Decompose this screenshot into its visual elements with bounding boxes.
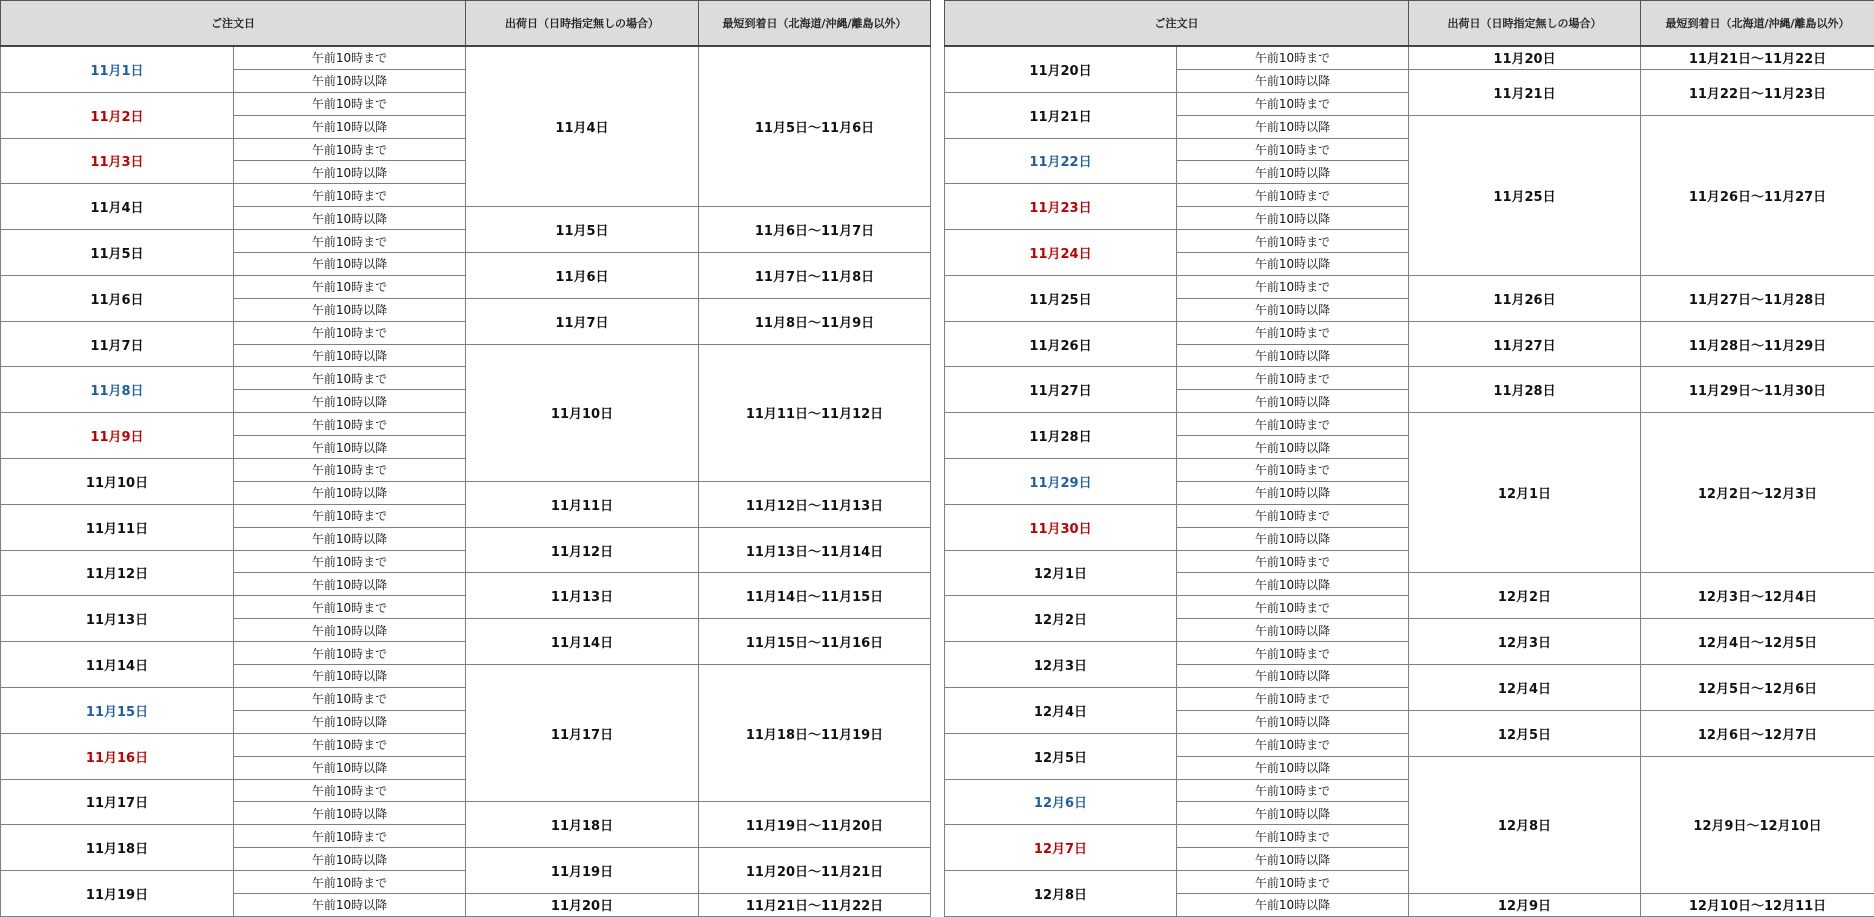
slot-after-10am: 午前10時以降: [234, 893, 466, 916]
shipping-schedule-table-right: [944, 0, 1874, 917]
ship-date-cell: 12月1日: [1409, 413, 1641, 573]
slot-after-10am: 午前10時以降: [234, 390, 466, 413]
slot-after-10am: 午前10時以降: [234, 115, 466, 138]
order-date-cell: 11月2日: [1, 92, 234, 138]
slot-before-10am: 午前10時まで: [234, 642, 466, 665]
table-row: [945, 46, 1874, 69]
arrival-date-cell: 11月13日〜11月14日: [699, 527, 931, 573]
order-date-cell: 11月7日: [1, 321, 234, 367]
order-date-cell: 11月15日: [1, 687, 234, 733]
slot-before-10am: 午前10時まで: [234, 230, 466, 253]
order-date-cell: 11月19日: [1, 871, 234, 917]
order-date-cell: 11月18日: [1, 825, 234, 871]
order-date-cell: 11月21日: [945, 92, 1177, 138]
order-date-cell: 12月8日: [945, 871, 1177, 917]
slot-before-10am: 午前10時まで: [1177, 275, 1409, 298]
header-row: [1, 1, 931, 47]
slot-before-10am: 午前10時まで: [234, 825, 466, 848]
slot-after-10am: 午前10時以降: [1177, 848, 1409, 871]
ship-date-cell: 11月20日: [1409, 46, 1641, 69]
order-date-cell: 11月9日: [1, 413, 234, 459]
slot-after-10am: 午前10時以降: [234, 573, 466, 596]
order-date-cell: 11月26日: [945, 321, 1177, 367]
arrival-date-cell: 12月4日〜12月5日: [1641, 619, 1874, 665]
header-arrival-date: 最短到着日（北海道/沖縄/離島以外）: [699, 1, 931, 47]
arrival-date-cell: 11月28日〜11月29日: [1641, 321, 1874, 367]
slot-after-10am: 午前10時以降: [1177, 710, 1409, 733]
slot-after-10am: 午前10時以降: [1177, 344, 1409, 367]
ship-date-cell: 12月8日: [1409, 756, 1641, 893]
order-date-cell: 11月13日: [1, 596, 234, 642]
slot-before-10am: 午前10時まで: [1177, 871, 1409, 894]
table-row: [945, 275, 1874, 298]
header-row: [945, 1, 1874, 47]
arrival-date-cell: 12月10日〜12月11日: [1641, 893, 1874, 916]
order-date-cell: 11月24日: [945, 230, 1177, 276]
ship-date-cell: 12月2日: [1409, 573, 1641, 619]
slot-after-10am: 午前10時以降: [234, 69, 466, 92]
ship-date-cell: 11月12日: [466, 527, 699, 573]
ship-date-cell: 12月9日: [1409, 893, 1641, 916]
slot-after-10am: 午前10時以降: [234, 207, 466, 230]
slot-before-10am: 午前10時まで: [1177, 687, 1409, 710]
ship-date-cell: 11月14日: [466, 619, 699, 665]
ship-date-cell: 11月18日: [466, 802, 699, 848]
table-row: [945, 321, 1874, 344]
ship-date-cell: 11月27日: [1409, 321, 1641, 367]
slot-after-10am: 午前10時以降: [1177, 756, 1409, 779]
slot-before-10am: 午前10時まで: [1177, 367, 1409, 390]
order-date-cell: 11月14日: [1, 642, 234, 688]
slot-before-10am: 午前10時まで: [234, 138, 466, 161]
table-row: [945, 367, 1874, 390]
order-date-cell: 11月5日: [1, 230, 234, 276]
slot-before-10am: 午前10時まで: [234, 367, 466, 390]
ship-date-cell: 12月5日: [1409, 710, 1641, 756]
slot-after-10am: 午前10時以降: [234, 253, 466, 276]
ship-date-cell: 12月4日: [1409, 665, 1641, 711]
arrival-date-cell: 11月14日〜11月15日: [699, 573, 931, 619]
ship-date-cell: 11月26日: [1409, 275, 1641, 321]
slot-after-10am: 午前10時以降: [234, 802, 466, 825]
slot-after-10am: 午前10時以降: [1177, 207, 1409, 230]
order-date-cell: 11月3日: [1, 138, 234, 184]
arrival-date-cell: 11月29日〜11月30日: [1641, 367, 1874, 413]
order-date-cell: 11月23日: [945, 184, 1177, 230]
schedule-body: [1, 46, 931, 916]
ship-date-cell: 11月13日: [466, 573, 699, 619]
ship-date-cell: 11月6日: [466, 253, 699, 299]
order-date-cell: 11月10日: [1, 459, 234, 505]
order-date-cell: 11月12日: [1, 550, 234, 596]
arrival-date-cell: 11月21日〜11月22日: [1641, 46, 1874, 69]
slot-before-10am: 午前10時まで: [234, 687, 466, 710]
slot-before-10am: 午前10時まで: [234, 46, 466, 69]
slot-after-10am: 午前10時以降: [234, 161, 466, 184]
order-date-cell: 11月27日: [945, 367, 1177, 413]
order-date-cell: 12月4日: [945, 687, 1177, 733]
order-date-cell: 11月1日: [1, 46, 234, 92]
header-ship-date: 出荷日（日時指定無しの場合）: [1409, 1, 1641, 47]
arrival-date-cell: 11月22日〜11月23日: [1641, 69, 1874, 115]
shipping-schedule-table-left: [0, 0, 931, 917]
order-date-cell: 11月17日: [1, 779, 234, 825]
slot-after-10am: 午前10時以降: [1177, 665, 1409, 688]
slot-after-10am: 午前10時以降: [234, 481, 466, 504]
slot-after-10am: 午前10時以降: [234, 298, 466, 321]
order-date-cell: 12月2日: [945, 596, 1177, 642]
slot-after-10am: 午前10時以降: [234, 756, 466, 779]
ship-date-cell: 11月20日: [466, 893, 699, 916]
arrival-date-cell: 11月26日〜11月27日: [1641, 115, 1874, 275]
order-date-cell: 11月22日: [945, 138, 1177, 184]
slot-after-10am: 午前10時以降: [1177, 481, 1409, 504]
slot-before-10am: 午前10時まで: [1177, 138, 1409, 161]
ship-date-cell: 11月17日: [466, 665, 699, 802]
order-date-cell: 11月6日: [1, 275, 234, 321]
slot-before-10am: 午前10時まで: [234, 504, 466, 527]
slot-before-10am: 午前10時まで: [1177, 733, 1409, 756]
slot-before-10am: 午前10時まで: [234, 550, 466, 573]
order-date-cell: 11月4日: [1, 184, 234, 230]
schedule-body: [945, 46, 1874, 916]
ship-date-cell: 11月21日: [1409, 69, 1641, 115]
slot-before-10am: 午前10時まで: [1177, 321, 1409, 344]
arrival-date-cell: 11月15日〜11月16日: [699, 619, 931, 665]
slot-after-10am: 午前10時以降: [234, 848, 466, 871]
slot-after-10am: 午前10時以降: [1177, 436, 1409, 459]
order-date-cell: 11月20日: [945, 46, 1177, 92]
header-ship-date: 出荷日（日時指定無しの場合）: [466, 1, 699, 47]
order-date-cell: 11月28日: [945, 413, 1177, 459]
slot-after-10am: 午前10時以降: [1177, 69, 1409, 92]
ship-date-cell: 11月11日: [466, 481, 699, 527]
slot-before-10am: 午前10時まで: [234, 413, 466, 436]
ship-date-cell: 11月28日: [1409, 367, 1641, 413]
slot-before-10am: 午前10時まで: [234, 871, 466, 894]
slot-before-10am: 午前10時まで: [1177, 596, 1409, 619]
slot-after-10am: 午前10時以降: [1177, 893, 1409, 916]
slot-before-10am: 午前10時まで: [1177, 46, 1409, 69]
arrival-date-cell: 11月21日〜11月22日: [699, 893, 931, 916]
slot-before-10am: 午前10時まで: [1177, 459, 1409, 482]
slot-before-10am: 午前10時まで: [1177, 504, 1409, 527]
slot-before-10am: 午前10時まで: [234, 92, 466, 115]
slot-after-10am: 午前10時以降: [234, 710, 466, 733]
order-date-cell: 12月7日: [945, 825, 1177, 871]
slot-before-10am: 午前10時まで: [1177, 779, 1409, 802]
arrival-date-cell: 11月11日〜11月12日: [699, 344, 931, 481]
slot-after-10am: 午前10時以降: [234, 619, 466, 642]
slot-before-10am: 午前10時まで: [234, 779, 466, 802]
order-date-cell: 12月5日: [945, 733, 1177, 779]
order-date-cell: 12月6日: [945, 779, 1177, 825]
slot-after-10am: 午前10時以降: [1177, 573, 1409, 596]
order-date-cell: 11月30日: [945, 504, 1177, 550]
slot-before-10am: 午前10時まで: [1177, 642, 1409, 665]
slot-before-10am: 午前10時まで: [1177, 550, 1409, 573]
slot-before-10am: 午前10時まで: [234, 321, 466, 344]
slot-before-10am: 午前10時まで: [1177, 184, 1409, 207]
slot-after-10am: 午前10時以降: [1177, 298, 1409, 321]
arrival-date-cell: 11月19日〜11月20日: [699, 802, 931, 848]
arrival-date-cell: 11月8日〜11月9日: [699, 298, 931, 344]
slot-before-10am: 午前10時まで: [234, 459, 466, 482]
ship-date-cell: 11月19日: [466, 848, 699, 894]
order-date-cell: 11月16日: [1, 733, 234, 779]
slot-after-10am: 午前10時以降: [1177, 390, 1409, 413]
order-date-cell: 11月11日: [1, 504, 234, 550]
ship-date-cell: 11月25日: [1409, 115, 1641, 275]
arrival-date-cell: 11月12日〜11月13日: [699, 481, 931, 527]
arrival-date-cell: 12月3日〜12月4日: [1641, 573, 1874, 619]
slot-after-10am: 午前10時以降: [1177, 115, 1409, 138]
arrival-date-cell: 12月9日〜12月10日: [1641, 756, 1874, 893]
arrival-date-cell: 12月5日〜12月6日: [1641, 665, 1874, 711]
arrival-date-cell: 11月18日〜11月19日: [699, 665, 931, 802]
slot-after-10am: 午前10時以降: [1177, 253, 1409, 276]
header-order-date: ご注文日: [945, 1, 1409, 47]
slot-before-10am: 午前10時まで: [234, 596, 466, 619]
order-date-cell: 12月1日: [945, 550, 1177, 596]
ship-date-cell: 11月5日: [466, 207, 699, 253]
slot-after-10am: 午前10時以降: [1177, 527, 1409, 550]
arrival-date-cell: 12月2日〜12月3日: [1641, 413, 1874, 573]
ship-date-cell: 11月4日: [466, 46, 699, 207]
slot-before-10am: 午前10時まで: [1177, 413, 1409, 436]
slot-before-10am: 午前10時まで: [234, 733, 466, 756]
arrival-date-cell: 11月6日〜11月7日: [699, 207, 931, 253]
order-date-cell: 12月3日: [945, 642, 1177, 688]
table-row: [1, 46, 931, 69]
arrival-date-cell: 12月6日〜12月7日: [1641, 710, 1874, 756]
header-arrival-date: 最短到着日（北海道/沖縄/離島以外）: [1641, 1, 1874, 47]
arrival-date-cell: 11月7日〜11月8日: [699, 253, 931, 299]
arrival-date-cell: 11月20日〜11月21日: [699, 848, 931, 894]
arrival-date-cell: 11月27日〜11月28日: [1641, 275, 1874, 321]
slot-after-10am: 午前10時以降: [1177, 619, 1409, 642]
slot-after-10am: 午前10時以降: [1177, 161, 1409, 184]
slot-before-10am: 午前10時まで: [1177, 825, 1409, 848]
ship-date-cell: 12月3日: [1409, 619, 1641, 665]
slot-after-10am: 午前10時以降: [234, 527, 466, 550]
ship-date-cell: 11月10日: [466, 344, 699, 481]
order-date-cell: 11月29日: [945, 459, 1177, 505]
header-order-date: ご注文日: [1, 1, 466, 47]
order-date-cell: 11月8日: [1, 367, 234, 413]
slot-before-10am: 午前10時まで: [1177, 92, 1409, 115]
slot-after-10am: 午前10時以降: [234, 436, 466, 459]
table-row: [945, 413, 1874, 436]
ship-date-cell: 11月7日: [466, 298, 699, 344]
slot-after-10am: 午前10時以降: [1177, 802, 1409, 825]
slot-before-10am: 午前10時まで: [234, 275, 466, 298]
arrival-date-cell: 11月5日〜11月6日: [699, 46, 931, 207]
slot-after-10am: 午前10時以降: [234, 665, 466, 688]
slot-after-10am: 午前10時以降: [234, 344, 466, 367]
slot-before-10am: 午前10時まで: [234, 184, 466, 207]
order-date-cell: 11月25日: [945, 275, 1177, 321]
slot-before-10am: 午前10時まで: [1177, 230, 1409, 253]
